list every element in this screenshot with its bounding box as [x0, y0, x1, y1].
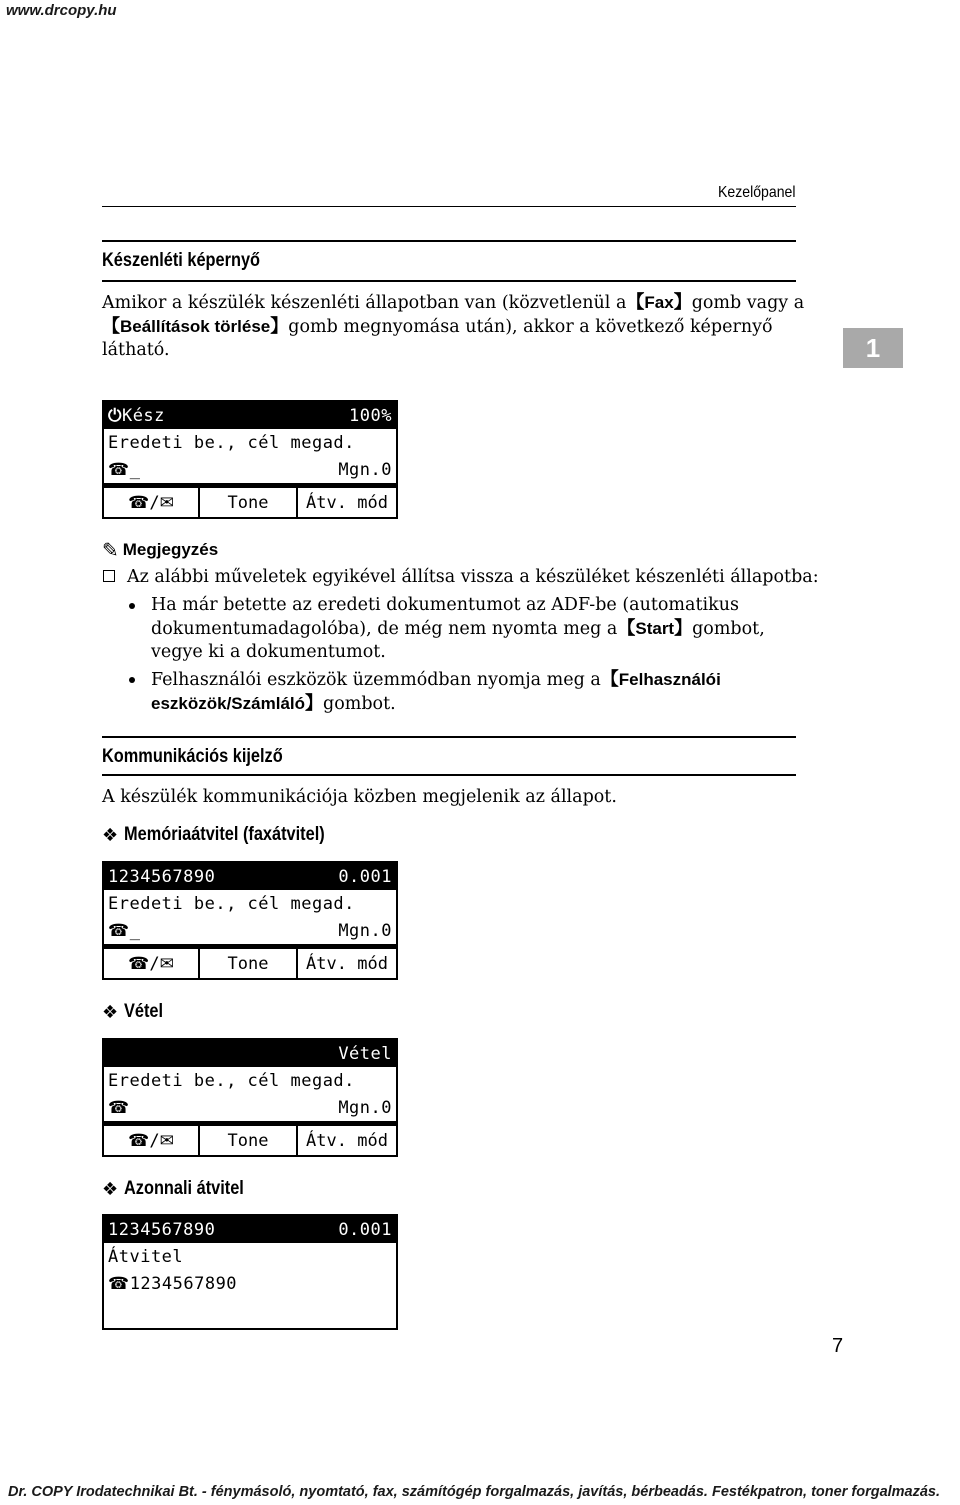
lcd-memory-tx [102, 861, 398, 980]
fax-icon: ✉ [159, 1130, 174, 1151]
note-heading: ✎ Megjegyzés [102, 538, 219, 562]
phone-icon: ☎ [108, 1097, 130, 1118]
lcd-line-3: ☎_ Mgn.0 [108, 459, 392, 480]
chapter-tab [843, 328, 903, 368]
communication-paragraph: A készülék kommunikációja közben megjelenik az állapot. [102, 787, 617, 807]
lcd-immediate-tx [102, 1214, 398, 1330]
chapter-number: 1 [865, 332, 881, 363]
section-rule-top [102, 240, 796, 242]
phone-fax-toggle-button[interactable]: ☎ / ✉ [104, 485, 200, 517]
phone-icon: ☎ [108, 1273, 130, 1294]
section-rule-top [102, 736, 796, 738]
receive-mode-button[interactable]: Átv. mód [298, 946, 396, 978]
phone-icon: ☎ [128, 1130, 150, 1151]
lcd-status-bar: Vétel [104, 1040, 396, 1067]
tone-button[interactable]: Tone [200, 1123, 298, 1155]
bullet-icon [129, 677, 135, 683]
receive-mode-button[interactable]: Átv. mód [298, 485, 396, 517]
note-bullet-1: Ha már betette az eredeti dokumentumot az ADF-be (automatikus dokumentumadagolóba), de még nem nyomta meg a【Start】gombot, vegye ki a dokumentumot. [151, 595, 765, 662]
standby-paragraph: Amikor a készülék készenléti állapotban van (közvetlenül a【Fax】gomb vagy a 【Beállítások törlése】gomb megnyomása után), akkor a következő képernyő látható. [102, 292, 805, 360]
lcd-line-2: Eredeti be., cél megad. [108, 432, 355, 453]
lcd-line-3: ☎ Mgn.0 [108, 1097, 392, 1118]
pencil-icon: ✎ [102, 538, 119, 562]
note-item: Az alábbi műveletek egyikével állítsa vissza a készüléket készenléti állapotba: [127, 567, 819, 587]
section-rule-bottom [102, 280, 796, 282]
bullet-icon [129, 603, 135, 609]
note-bullet-2: Felhasználói eszközök üzemmódban nyomja meg a【Felhasználói eszközök/Számláló】gombot. [151, 669, 721, 714]
receive-mode-button[interactable]: Átv. mód [298, 1123, 396, 1155]
phone-icon: ☎ [108, 920, 130, 941]
section-title-standby: Készenléti képernyő [102, 250, 261, 271]
key-start: Start [635, 619, 675, 638]
key-fax: Fax [644, 293, 674, 312]
section-rule-bottom [102, 774, 796, 776]
lcd-standby [102, 400, 398, 519]
lcd-line-2: Átvitel [108, 1246, 184, 1267]
running-header: Kezelőpanel [718, 184, 796, 201]
lcd-line-3: ☎_ Mgn.0 [108, 920, 392, 941]
tone-button[interactable]: Tone [200, 485, 298, 517]
key-reset: Beállítások törlése [120, 317, 271, 336]
key-user-tools: Felhasználói [618, 670, 721, 689]
diamond-bullet-icon: ❖ [102, 1001, 119, 1023]
diamond-bullet-icon: ❖ [102, 1178, 119, 1200]
section-title-communication: Kommunikációs kijelző [102, 746, 283, 767]
page-number: 7 [832, 1335, 844, 1357]
lcd-line-2: Eredeti be., cél megad. [108, 893, 355, 914]
lcd-soft-keys [104, 1121, 396, 1155]
lcd-soft-keys [104, 483, 396, 517]
power-icon: ⏻ [108, 405, 122, 426]
phone-fax-toggle-button[interactable]: ☎ / ✉ [104, 1123, 200, 1155]
fax-icon: ✉ [159, 492, 174, 513]
lcd-status-bar: 1234567890 0.001 [104, 1216, 396, 1243]
footer-text: Dr. COPY Irodatechnikai Bt. - fénymásoló, nyomtató, fax, számítógép forgalmazás, javítás, bérbeadás. Festékpatron, toner forgalmazás. [8, 1484, 941, 1500]
lcd-receive [102, 1038, 398, 1157]
lcd-status-bar: 1234567890 0.001 [104, 863, 396, 890]
lcd-line-2: Eredeti be., cél megad. [108, 1070, 355, 1091]
header-rule [102, 206, 796, 207]
phone-fax-toggle-button[interactable]: ☎ / ✉ [104, 946, 200, 978]
phone-icon: ☎ [108, 459, 130, 480]
subheading-receive: ❖ Vétel [102, 1001, 164, 1023]
subheading-memory-tx: ❖ Memóriaátvitel (faxátvitel) [102, 824, 325, 846]
lcd-status-bar: ⏻Kész 100% [104, 402, 396, 429]
phone-icon: ☎ [128, 953, 150, 974]
tone-button[interactable]: Tone [200, 946, 298, 978]
diamond-bullet-icon: ❖ [102, 824, 119, 846]
checkbox-icon [103, 570, 115, 582]
lcd-line-3: ☎1234567890 [108, 1273, 238, 1294]
site-url[interactable]: www.drcopy.hu [6, 2, 117, 19]
subheading-immediate-tx: ❖ Azonnali átvitel [102, 1178, 244, 1200]
phone-icon: ☎ [128, 492, 150, 513]
fax-icon: ✉ [159, 953, 174, 974]
lcd-soft-keys [104, 944, 396, 978]
